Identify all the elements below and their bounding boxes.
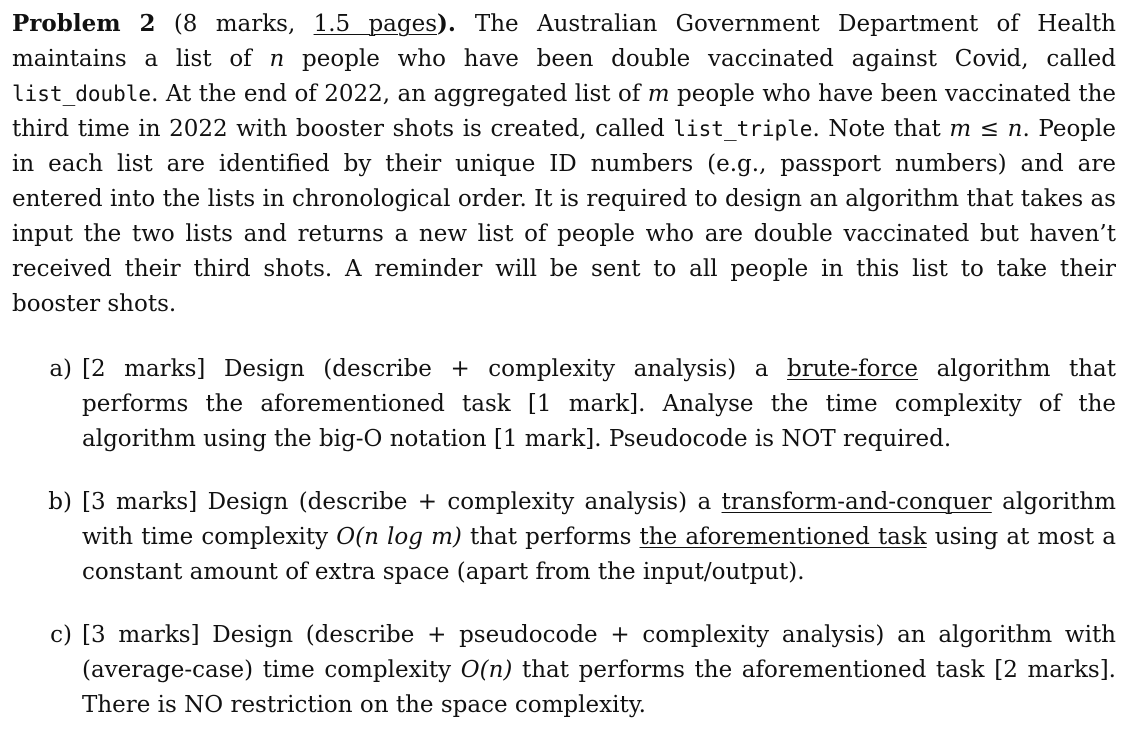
part-a-body	[82, 352, 1116, 457]
marks-close: ).	[437, 10, 475, 37]
var-m: m	[647, 81, 670, 107]
intro-text-1: The Australian Government Department of Health maintains a list of	[12, 11, 1116, 72]
part-b-text-1: [3 marks] Design (describe + complexity analysis) a	[82, 489, 722, 515]
part-c-text-2: that performs the aforementioned task [2 marks]. There is NO restriction on the space complexity.	[82, 657, 1116, 718]
part-b-label: b)	[48, 489, 72, 515]
intro-text-5: people who have been vaccinated the third time in 2022 with booster shots is created, called	[12, 81, 1116, 142]
intro-text-6: . Note that	[812, 116, 950, 142]
subquestions	[12, 352, 1116, 723]
part-a-text-1: [2 marks] Design (describe + complexity analysis) a	[82, 356, 787, 382]
part-c-complexity: O(n)	[460, 657, 513, 683]
problem-title: Problem 2	[12, 10, 156, 37]
var-n: n	[269, 46, 285, 72]
list-triple-code: list_triple	[673, 117, 813, 141]
part-b-underlined: transform-and-conquer	[721, 489, 992, 515]
problem-statement	[12, 6, 1116, 322]
intro-text-4: . At the end of 2022, an aggregated list of	[151, 81, 648, 107]
marks-open: (8 marks,	[155, 11, 314, 37]
inequality: m ≤ n	[949, 116, 1023, 142]
part-c	[12, 618, 1116, 723]
part-b-body	[82, 485, 1116, 590]
part-b	[12, 485, 1116, 590]
list-double-code: list_double	[12, 82, 152, 106]
part-b-complexity: O(n log m)	[336, 524, 462, 550]
part-c-text-1: [3 marks] Design (describe + pseudocode + complexity analysis) an algorithm with (average-case) time complexity	[82, 622, 1116, 683]
part-b-text-4: using at most a constant amount of extra space (apart from the input/output).	[82, 524, 1116, 585]
intro-text-2: people	[284, 46, 398, 72]
intro-text-3: have been double vaccinated against Covid, called	[446, 46, 1116, 72]
problem-document	[12, 6, 1116, 751]
page-limit: 1.5 pages	[313, 11, 438, 37]
part-a-label: a)	[49, 356, 72, 382]
part-a-underlined: brute-force	[787, 356, 919, 382]
part-a	[12, 352, 1116, 457]
intro-text-7: . People in each list are identified by their unique ID numbers (e.g., passport numbers) and are entered into the lists in chronological order. It is required to design an algorithm that takes as input the two lists and returns a new list of people who are double vaccinated but haven’t received their third shots. A reminder will be sent to all people in this list to take their booster shots.	[12, 116, 1116, 317]
word-who: who	[397, 46, 447, 72]
part-b-text-2: algorithm with time complexity	[82, 489, 1116, 550]
part-c-body	[82, 618, 1116, 723]
part-a-text-2: algorithm that performs the aforementioned task [1 mark]. Analyse the time complexity of the algorithm using the big-O notation [1 mark]. Pseudocode is NOT required.	[82, 356, 1116, 452]
part-b-text-3: that performs	[461, 524, 640, 550]
part-b-underlined-2: the aforementioned task	[639, 524, 927, 550]
part-c-label: c)	[50, 622, 72, 648]
